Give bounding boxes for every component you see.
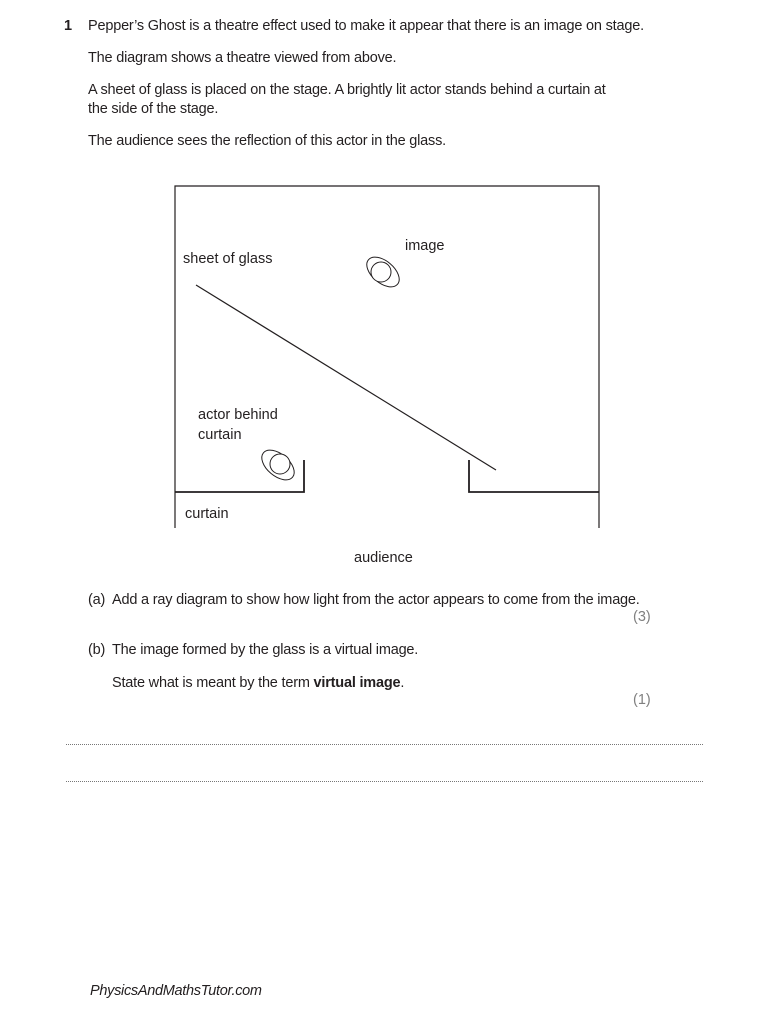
intro-line-5: The audience sees the reflection of this actor in the glass. [88, 133, 446, 149]
question-number: 1 [64, 18, 72, 34]
sheet-of-glass-label: sheet of glass [183, 251, 273, 267]
part-a-label: (a) [88, 592, 106, 608]
image-figure [361, 251, 404, 292]
answer-line-2[interactable] [66, 781, 703, 782]
part-b-label: (b) [88, 642, 106, 658]
part-b-text: The image formed by the glass is a virtual image. [112, 642, 419, 658]
part-b-instruction [112, 674, 404, 693]
curtain-label: curtain [185, 506, 229, 522]
actor-figure [256, 444, 299, 485]
part-b-term: virtual image [313, 675, 401, 691]
part-b-instruction-suffix: . [400, 675, 405, 691]
footer-website: PhysicsAndMathsTutor.com [90, 983, 262, 999]
part-b-marks: (1) [633, 692, 651, 708]
intro-line-3: A sheet of glass is placed on the stage. A brightly lit actor stands behind a curtain at [88, 82, 606, 98]
stage-outline [175, 186, 599, 528]
part-b-instruction-prefix: State what is meant by the term [112, 675, 314, 691]
intro-line-2: The diagram shows a theatre viewed from above. [88, 50, 397, 66]
answer-line-1[interactable] [66, 744, 703, 745]
intro-line-4: the side of the stage. [88, 101, 219, 117]
actor-label-line2: curtain [198, 427, 242, 443]
actor-label-line1: actor behind [198, 407, 278, 423]
part-a-marks: (3) [633, 609, 651, 625]
intro-line-1: Pepper’s Ghost is a theatre effect used to make it appear that there is an image on stage. [88, 18, 644, 34]
part-a-text: Add a ray diagram to show how light from the actor appears to come from the image. [112, 592, 640, 608]
audience-label: audience [354, 550, 413, 566]
image-label: image [405, 238, 445, 254]
